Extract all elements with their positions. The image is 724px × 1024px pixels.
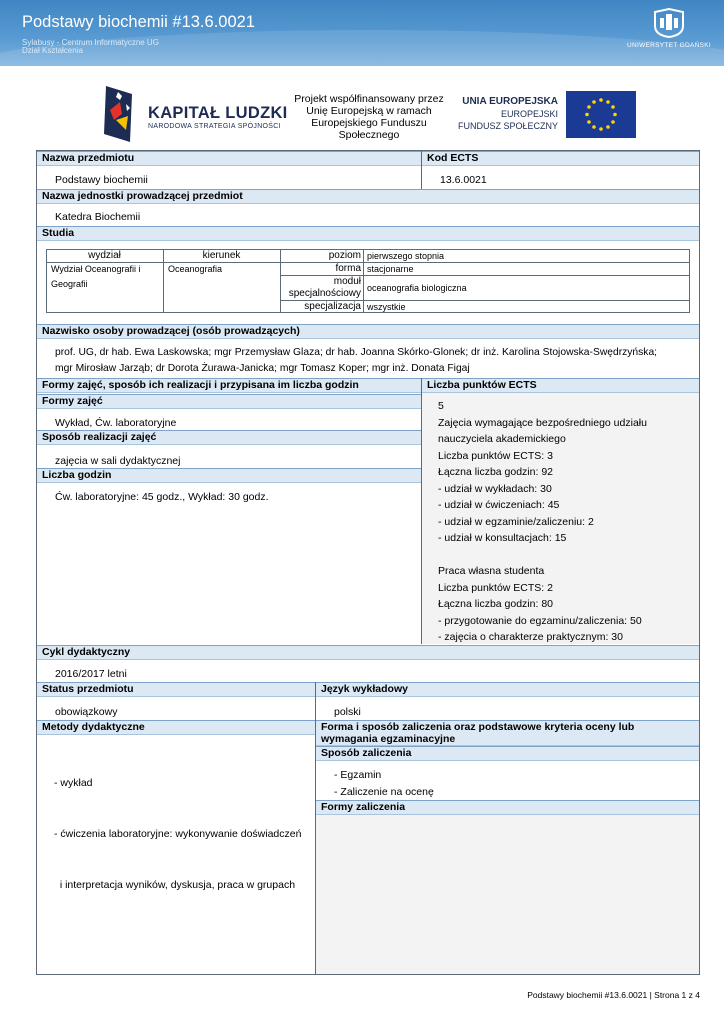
studia-modul-label-2: specjalnościowy — [288, 288, 361, 299]
eu-flag-icon — [566, 91, 636, 138]
page-footer: Podstawy biochemii #13.6.0021 | Strona 1 z 4 — [527, 990, 700, 1000]
ects-line: Łączna liczba godzin: 92 — [438, 466, 553, 478]
ects-line: Zajęcia wymagające bezpośredniego udziału — [438, 416, 647, 429]
project-line: Europejskiego Funduszu — [311, 117, 427, 129]
studia-poziom-label: poziom — [328, 250, 361, 261]
kapital-ludzki-name: KAPITAŁ LUDZKI — [148, 104, 288, 122]
banner-shine — [0, 30, 724, 66]
header-banner — [0, 0, 724, 66]
studia-forma: stacjonarne — [367, 264, 414, 274]
assessment-method-item: - Zaliczenie na ocenę — [334, 785, 434, 798]
lecturers-line: prof. UG, dr hab. Ewa Laskowska; mgr Przemysław Glaza; dr hab. Joanna Skórko-Glonek; dr inż. Karolina Stojowska-Swędrzyńska; — [55, 347, 658, 358]
forms-label: Formy zajęć, sposób ich realizacji i przypisana im liczba godzin — [37, 378, 421, 393]
project-line: Społecznego — [338, 129, 400, 141]
assessment-label-line-2: wymagania egzaminacyjne — [321, 732, 456, 745]
studia-specjalizacja-label: specjalizacja — [304, 301, 361, 312]
hours-value: Ćw. laboratoryjne: 45 godz., Wykład: 30 godz. — [55, 491, 269, 503]
studia-label: Studia — [37, 226, 699, 241]
ects-code-label: Kod ECTS — [422, 151, 699, 166]
assessment-method-list — [334, 767, 434, 800]
course-name-label: Nazwa przedmiotu — [37, 151, 421, 166]
ects-line: 5 — [438, 400, 444, 412]
studia-col-wydzial: wydział — [88, 250, 121, 261]
eu-name: UNIA EUROPEJSKA — [462, 96, 558, 107]
divider — [421, 151, 422, 189]
studia-modul: oceanografia biologiczna — [367, 283, 467, 293]
ects-line: - zajęcia o charakterze praktycznym: 30 — [438, 631, 623, 643]
course-name: Podstawy biochemii — [55, 174, 148, 186]
ects-code: 13.6.0021 — [440, 174, 487, 186]
unit-name: Katedra Biochemii — [55, 211, 141, 223]
banner-subtitle: Sylabusy - Centrum Informatyczne UG — [22, 38, 159, 47]
realization-method-label: Sposób realizacji zajęć — [37, 430, 421, 445]
ects-line: nauczyciela akademickiego — [438, 433, 566, 445]
assessment-method-label: Sposób zaliczenia — [316, 746, 699, 761]
ects-line: - udział w egzaminie/zaliczeniu: 2 — [438, 515, 594, 528]
ects-line: - udział w ćwiczeniach: 45 — [438, 499, 560, 511]
page-title: Podstawy biochemii #13.6.0021 — [22, 13, 255, 31]
ects-line: Liczba punktów ECTS: 3 — [438, 449, 553, 462]
assessment-method-item: - Egzamin — [334, 769, 382, 781]
unit-label: Nazwa jednostki prowadzącej przedmiot — [37, 189, 699, 204]
eu-label — [452, 96, 558, 132]
language-label: Język wykładowy — [316, 682, 699, 697]
methods-item: - wykład — [54, 777, 93, 789]
forms-of-classes-label: Formy zajęć — [37, 394, 421, 409]
divider — [363, 249, 364, 313]
ects-line: Praca własna studenta — [438, 565, 545, 577]
project-line: Unię Europejską w ramach — [306, 105, 432, 117]
divider — [421, 378, 422, 644]
methods-item: i interpretacja wyników, dyskusja, praca w grupach — [54, 879, 296, 891]
assessment-label-line: Forma i sposób zaliczenia oraz podstawowe kryteria oceny lub — [321, 721, 635, 733]
kapital-ludzki-logo-icon — [100, 84, 138, 144]
language-value: polski — [334, 706, 361, 718]
ects-line: Łączna liczba godzin: 80 — [438, 598, 553, 610]
studia-poziom: pierwszego stopnia — [367, 251, 445, 261]
ects-line — [438, 547, 647, 564]
ects-points-label: Liczba punktów ECTS — [422, 378, 699, 393]
methods-list — [54, 741, 301, 911]
kapital-ludzki-subtitle: NARODOWA STRATEGIA SPÓJNOŚCI — [148, 123, 281, 130]
status-label: Status przedmiotu — [37, 682, 315, 697]
assessment-forms-label: Formy zaliczenia — [316, 800, 699, 815]
studia-wydzial: Wydział Oceanografii i — [51, 264, 141, 274]
project-line: Projekt współfinansowany przez — [294, 93, 444, 105]
cycle-value: 2016/2017 letni — [55, 668, 127, 680]
hours-label: Liczba godzin — [37, 468, 421, 483]
methods-label: Metody dydaktyczne — [37, 720, 315, 735]
eu-fund-line: EUROPEJSKI — [500, 109, 558, 119]
realization-method: zajęcia w sali dydaktycznej — [55, 455, 181, 467]
cycle-label: Cykl dydaktyczny — [37, 645, 699, 660]
studia-wydzial-2: Geografii — [51, 279, 88, 289]
lecturers-label: Nazwisko osoby prowadzącej (osób prowadzących) — [37, 324, 699, 339]
forms-of-classes: Wykład, Ćw. laboratoryjne — [55, 417, 177, 429]
ects-details — [438, 398, 647, 646]
university-logo-icon — [652, 8, 686, 38]
studia-col-kierunek: kierunek — [202, 250, 241, 261]
studia-specjalizacja: wszystkie — [367, 302, 406, 312]
studia-kierunek: Oceanografia — [168, 264, 223, 274]
assessment-forms-panel — [316, 815, 699, 974]
lecturers-line-2: mgr Mirosław Jarząb; dr Dorota Żurawa-Janicka; mgr Tomasz Koper; mgr inż. Donata Figaj — [55, 363, 470, 374]
status-value: obowiązkowy — [55, 706, 118, 718]
banner-subtitle-2: Dział Kształcenia — [22, 46, 83, 55]
studia-modul-label: moduł — [333, 276, 361, 287]
project-cofinancing-note — [286, 93, 452, 141]
ects-line: Liczba punktów ECTS: 2 — [438, 581, 553, 594]
divider — [46, 262, 690, 263]
eu-fund-line-2: FUNDUSZ SPOŁECZNY — [457, 121, 558, 131]
ects-line: - udział w wykładach: 30 — [438, 482, 552, 495]
ects-line: - przygotowanie do egzaminu/zaliczenia: 50 — [438, 614, 642, 627]
studia-forma-label: forma — [335, 263, 361, 274]
assessment-label — [316, 720, 699, 746]
ects-line: - udział w konsultacjach: 15 — [438, 532, 567, 544]
methods-item: - ćwiczenia laboratoryjne: wykonywanie doświadczeń — [54, 828, 302, 840]
university-name: UNIWERSYTET GDAŃSKI — [627, 42, 711, 49]
